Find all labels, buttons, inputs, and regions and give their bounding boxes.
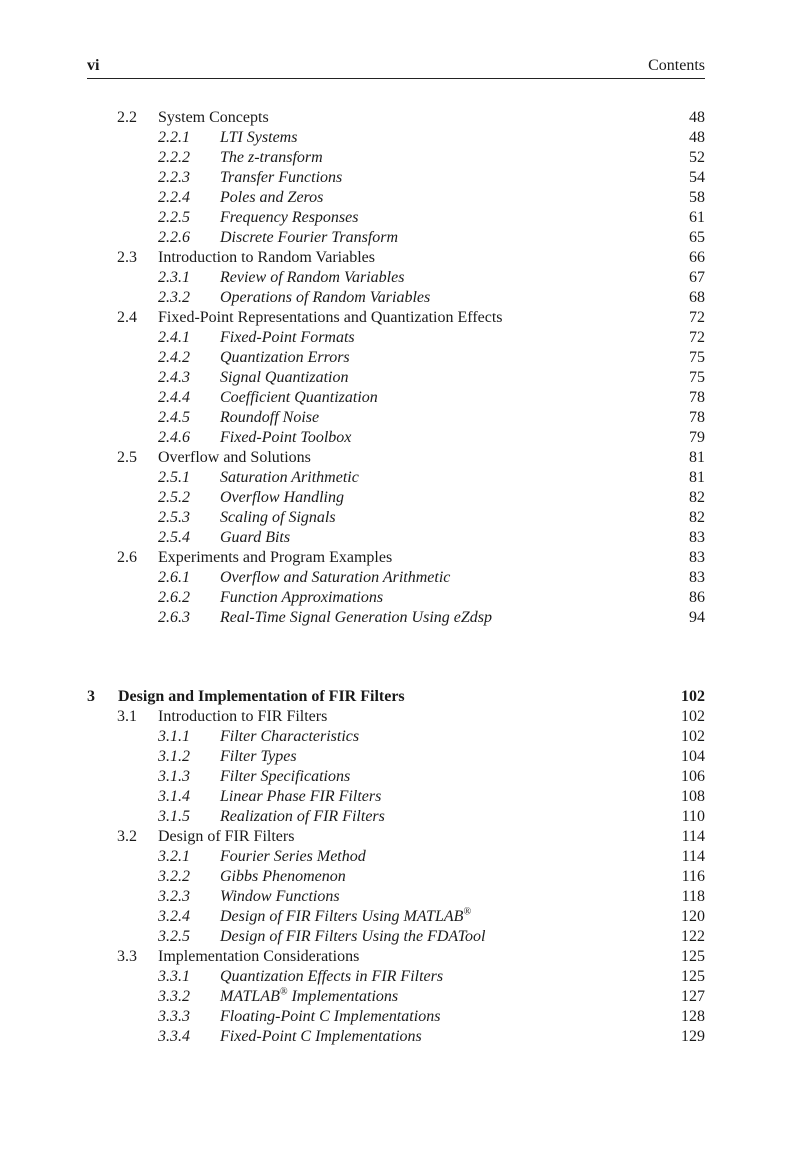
entry-number: 3 [87, 688, 95, 705]
entry-page: 72 [689, 309, 705, 326]
entry-title [220, 987, 398, 1007]
entry-page: 83 [689, 549, 705, 566]
entry-number: 2.3 [117, 249, 137, 266]
entry-number: 3.2.1 [158, 848, 190, 865]
entry-number: 2.6 [117, 549, 137, 566]
toc-subsection-entry[interactable] [87, 967, 705, 987]
registered-mark: ® [463, 906, 471, 918]
entry-number: 2.5.2 [158, 489, 190, 506]
toc-subsection-entry[interactable] [87, 188, 705, 208]
toc-section-entry[interactable] [87, 548, 705, 568]
toc-section-entry[interactable] [87, 707, 705, 727]
entry-number: 2.3.2 [158, 289, 190, 306]
entry-title: Floating-Point C Implementations [220, 1008, 441, 1025]
entry-title: Coefficient Quantization [220, 389, 378, 406]
toc-subsection-entry[interactable] [87, 168, 705, 188]
entry-title: Signal Quantization [220, 369, 349, 386]
entry-number: 3.1.2 [158, 748, 190, 765]
entry-title: Scaling of Signals [220, 509, 336, 526]
entry-number: 2.5.4 [158, 529, 190, 546]
entry-number: 2.4.4 [158, 389, 190, 406]
entry-number: 2.6.1 [158, 569, 190, 586]
entry-number: 2.2.2 [158, 149, 190, 166]
entry-page: 75 [689, 349, 705, 366]
toc-subsection-entry[interactable] [87, 428, 705, 448]
toc-subsection-entry[interactable] [87, 508, 705, 528]
toc-subsection-entry[interactable] [87, 388, 705, 408]
toc-subsection-entry[interactable] [87, 608, 705, 628]
toc-subsection-entry[interactable] [87, 767, 705, 787]
entry-number: 3.2.4 [158, 908, 190, 925]
entry-number: 2.6.3 [158, 609, 190, 626]
toc-subsection-entry[interactable] [87, 1007, 705, 1027]
toc-section-entry[interactable] [87, 448, 705, 468]
toc-subsection-entry[interactable] [87, 128, 705, 148]
entry-page: 81 [689, 469, 705, 486]
entry-number: 2.4.2 [158, 349, 190, 366]
toc-subsection-entry[interactable] [87, 887, 705, 907]
toc-subsection-entry[interactable] [87, 927, 705, 947]
running-title: Contents [648, 57, 705, 74]
entry-page: 82 [689, 509, 705, 526]
entry-title-text: Design of FIR Filters Using MATLAB [220, 908, 464, 925]
toc-subsection-entry[interactable] [87, 907, 705, 927]
toc-section-entry[interactable] [87, 308, 705, 328]
entry-number: 3.3.2 [158, 988, 190, 1005]
entry-number: 2.6.2 [158, 589, 190, 606]
entry-number: 3.2.3 [158, 888, 190, 905]
toc-section-entry[interactable] [87, 827, 705, 847]
entry-number: 2.2.1 [158, 129, 190, 146]
entry-number: 2.4.6 [158, 429, 190, 446]
entry-number: 2.2.5 [158, 209, 190, 226]
toc-section-entry[interactable] [87, 947, 705, 967]
entry-page: 104 [681, 748, 705, 765]
page-header [87, 57, 705, 77]
toc-section-entry[interactable] [87, 248, 705, 268]
entry-title: Filter Specifications [220, 768, 351, 785]
entry-title: Fixed-Point Formats [220, 329, 355, 346]
entry-title: Introduction to Random Variables [158, 249, 375, 266]
entry-title: Quantization Effects in FIR Filters [220, 968, 444, 985]
entry-page: 79 [689, 429, 705, 446]
entry-title-text: MATLAB [220, 988, 280, 1005]
toc-block-chapter-3 [87, 687, 705, 1047]
entry-page: 127 [681, 988, 705, 1005]
entry-title [220, 907, 471, 927]
toc-subsection-entry[interactable] [87, 408, 705, 428]
entry-page: 48 [689, 109, 705, 126]
entry-title: Realization of FIR Filters [220, 808, 385, 825]
entry-page: 67 [689, 269, 705, 286]
entry-title: Gibbs Phenomenon [220, 868, 346, 885]
toc-subsection-entry[interactable] [87, 847, 705, 867]
entry-title: Overflow and Saturation Arithmetic [220, 569, 451, 586]
toc-subsection-entry[interactable] [87, 288, 705, 308]
entry-number: 3.3.1 [158, 968, 190, 985]
entry-page: 72 [689, 329, 705, 346]
entry-number: 3.1.5 [158, 808, 190, 825]
entry-number: 3.1.1 [158, 728, 190, 745]
entry-page: 66 [689, 249, 705, 266]
entry-page: 102 [681, 688, 705, 705]
entry-number: 2.5.1 [158, 469, 190, 486]
entry-page: 83 [689, 569, 705, 586]
entry-page: 118 [681, 888, 705, 905]
entry-title: Filter Types [220, 748, 297, 765]
entry-number: 2.2.6 [158, 229, 190, 246]
entry-title: Overflow and Solutions [158, 449, 311, 466]
entry-page: 102 [681, 708, 705, 725]
entry-page: 61 [689, 209, 705, 226]
entry-title: The z-transform [220, 149, 323, 166]
entry-number: 3.1.3 [158, 768, 190, 785]
entry-number: 2.4.5 [158, 409, 190, 426]
entry-title: Discrete Fourier Transform [220, 229, 399, 246]
entry-title: Transfer Functions [220, 169, 343, 186]
toc-subsection-entry[interactable] [87, 727, 705, 747]
entry-page: 78 [689, 409, 705, 426]
entry-page: 81 [689, 449, 705, 466]
entry-number: 2.2.3 [158, 169, 190, 186]
entry-page: 94 [689, 609, 705, 626]
toc-subsection-entry[interactable] [87, 208, 705, 228]
entry-title: Design of FIR Filters [158, 828, 295, 845]
entry-page: 83 [689, 529, 705, 546]
entry-title: Guard Bits [220, 529, 291, 546]
entry-page: 114 [681, 828, 705, 845]
entry-page: 48 [689, 129, 705, 146]
entry-page: 128 [681, 1008, 705, 1025]
entry-title: Saturation Arithmetic [220, 469, 359, 486]
entry-title: Linear Phase FIR Filters [220, 788, 382, 805]
toc-subsection-entry[interactable] [87, 528, 705, 548]
entry-title: Filter Characteristics [220, 728, 360, 745]
entry-title: Window Functions [220, 888, 340, 905]
entry-page: 58 [689, 189, 705, 206]
entry-number: 3.2.5 [158, 928, 190, 945]
entry-number: 3.3 [117, 948, 137, 965]
entry-page: 120 [681, 908, 705, 925]
entry-title: Fixed-Point C Implementations [220, 1028, 422, 1045]
toc-subsection-entry[interactable] [87, 348, 705, 368]
toc-block-chapter-2 [87, 108, 705, 628]
entry-page: 116 [681, 868, 705, 885]
entry-title: Real-Time Signal Generation Using eZdsp [220, 609, 492, 626]
toc-subsection-entry[interactable] [87, 1027, 705, 1047]
entry-page: 102 [681, 728, 705, 745]
entry-title: Implementation Considerations [158, 948, 360, 965]
toc-subsection-entry[interactable] [87, 747, 705, 767]
entry-page: 54 [689, 169, 705, 186]
entry-number: 3.1 [117, 708, 137, 725]
entry-title: Fixed-Point Representations and Quantization Effects [158, 309, 503, 326]
entry-title: Operations of Random Variables [220, 289, 431, 306]
entry-page: 68 [689, 289, 705, 306]
toc-subsection-entry[interactable] [87, 987, 705, 1007]
entry-number: 2.3.1 [158, 269, 190, 286]
entry-number: 3.1.4 [158, 788, 190, 805]
entry-page: 65 [689, 229, 705, 246]
entry-title: Overflow Handling [220, 489, 344, 506]
entry-number: 2.5 [117, 449, 137, 466]
toc-subsection-entry[interactable] [87, 488, 705, 508]
entry-title: Experiments and Program Examples [158, 549, 393, 566]
entry-page: 125 [681, 948, 705, 965]
entry-title: Frequency Responses [220, 209, 359, 226]
entry-page: 114 [681, 848, 705, 865]
entry-number: 3.3.4 [158, 1028, 190, 1045]
entry-title: Roundoff Noise [220, 409, 320, 426]
entry-number: 3.2.2 [158, 868, 190, 885]
entry-number: 2.4 [117, 309, 137, 326]
entry-page: 122 [681, 928, 705, 945]
toc-subsection-entry[interactable] [87, 787, 705, 807]
toc-subsection-entry[interactable] [87, 328, 705, 348]
entry-page: 106 [681, 768, 705, 785]
entry-title: Poles and Zeros [220, 189, 324, 206]
entry-number: 3.2 [117, 828, 137, 845]
entry-number: 2.2.4 [158, 189, 190, 206]
entry-title: System Concepts [158, 109, 269, 126]
entry-title: Design of FIR Filters Using the FDATool [220, 928, 486, 945]
entry-title: Introduction to FIR Filters [158, 708, 328, 725]
entry-page: 52 [689, 149, 705, 166]
toc-subsection-entry[interactable] [87, 867, 705, 887]
toc-subsection-entry[interactable] [87, 368, 705, 388]
entry-title: Design and Implementation of FIR Filters [118, 688, 405, 705]
entry-number: 2.2 [117, 109, 137, 126]
toc-chapter-entry[interactable] [87, 687, 705, 707]
entry-number: 2.4.3 [158, 369, 190, 386]
toc-subsection-entry[interactable] [87, 807, 705, 827]
registered-mark: ® [279, 986, 288, 998]
toc-subsection-entry[interactable] [87, 268, 705, 288]
header-rule [87, 78, 705, 79]
entry-title: Fixed-Point Toolbox [220, 429, 352, 446]
entry-page: 125 [681, 968, 705, 985]
entry-number: 2.4.1 [158, 329, 190, 346]
page-number: vi [87, 57, 100, 74]
entry-page: 75 [689, 369, 705, 386]
entry-title: Quantization Errors [220, 349, 350, 366]
entry-page: 110 [681, 808, 705, 825]
toc-subsection-entry[interactable] [87, 568, 705, 588]
entry-number: 2.5.3 [158, 509, 190, 526]
toc-subsection-entry[interactable] [87, 148, 705, 168]
entry-title: LTI Systems [220, 129, 298, 146]
entry-page: 108 [681, 788, 705, 805]
toc-subsection-entry[interactable] [87, 228, 705, 248]
entry-page: 78 [689, 389, 705, 406]
entry-title-text: Implementations [287, 988, 399, 1005]
entry-page: 129 [681, 1028, 705, 1045]
toc-section-entry[interactable] [87, 108, 705, 128]
entry-title: Fourier Series Method [220, 848, 366, 865]
entry-title: Review of Random Variables [220, 269, 405, 286]
toc-subsection-entry[interactable] [87, 588, 705, 608]
toc-subsection-entry[interactable] [87, 468, 705, 488]
entry-page: 86 [689, 589, 705, 606]
entry-page: 82 [689, 489, 705, 506]
entry-title: Function Approximations [220, 589, 384, 606]
entry-number: 3.3.3 [158, 1008, 190, 1025]
